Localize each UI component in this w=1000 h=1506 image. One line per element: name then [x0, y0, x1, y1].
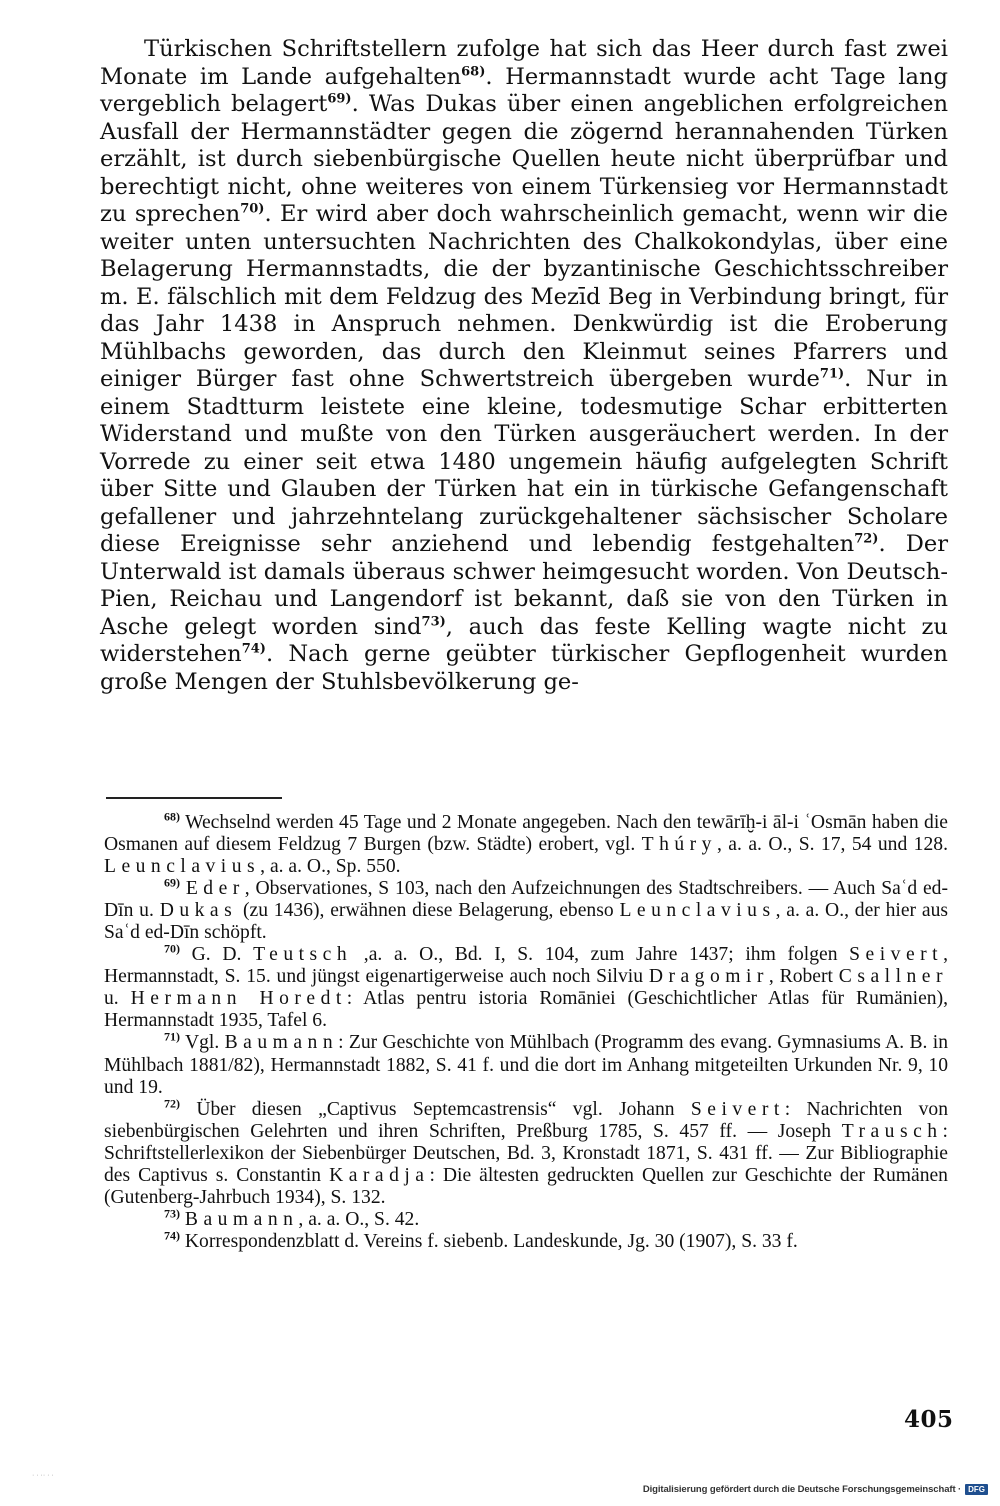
footnote-text: : Schriftstellerlexikon der Siebenbürger Deutschen, Bd. 3, Kronstadt 1871, S. 431 ff. — Zur Bibliographie des Captivus s. Constantin — [104, 1120, 948, 1186]
footnote-text: , Hermannstadt, S. 15. und jüngst eigenartigerweise auch noch Silviu — [104, 944, 948, 988]
text-segment: . Was Dukas über einen angeblichen erfolgreichen Ausfall der Hermannstädter gegen die zögernd herannahenden Türken erzählt, ist durch siebenbürgische Quellen heute nicht überprüfbar und berechtigt nicht, ohne weiteres von einem Türkensieg vor Hermannstadt zu sprechen — [100, 91, 948, 227]
footnote-73 — [104, 1206, 948, 1231]
author-name: Baumann — [224, 1032, 339, 1054]
footnote-divider — [106, 797, 282, 799]
footnote-mark: 68) — [164, 809, 180, 824]
footnote-ref: 73) — [421, 613, 446, 629]
footnote-mark: 73) — [164, 1206, 180, 1221]
text-segment: , auch das feste Kelling wagte nicht zu widerstehen — [100, 613, 948, 667]
footnote-ref: 68) — [461, 63, 486, 79]
footnote-mark: 74) — [164, 1228, 180, 1243]
author-name: Csallner — [838, 966, 948, 988]
footnote-text: : Atlas pentru istoria Romāniei (Geschichtlicher Atlas für Rumänien), Hermannstadt 1935, Tafel 6. — [104, 988, 949, 1032]
author-name: Baumann — [184, 1208, 299, 1230]
footnote-ref: 69) — [327, 91, 352, 107]
footnotes — [104, 809, 949, 1253]
text-segment: . Nach gerne geübter türkischer Gepflogenheit wurden große Mengen der Stuhlsbevölkerung ge- — [100, 641, 948, 695]
author-name: Seivert — [690, 1098, 785, 1120]
footnote-ref: 71) — [819, 366, 845, 382]
footnote-text: , a. a. O., S. 42. — [298, 1208, 420, 1230]
footnote-text: Korrespondenzblatt d. Vereins f. siebenb. Landeskunde, Jg. 30 (1907), S. 33 f. — [180, 1230, 798, 1252]
footnote-text: ,a. a. O., Bd. I, S. 104, zum Jahre 1437; ihm folgen — [352, 944, 850, 966]
footnote-text: , a. a. O., Sp. 550. — [260, 856, 401, 878]
digitization-credit — [643, 1484, 988, 1495]
footnote-text: : Nachrichten von siebenbürgischen Gelehrten und ihren Schriften, Preßburg 1785, S. 457 ff. — Joseph — [104, 1098, 948, 1142]
footnote-text: , a. a. O., der hier aus Saʿd ed-Dīn schöpft. — [104, 900, 948, 944]
scan-artifact: · · ·· · · — [32, 1472, 54, 1479]
credit-text: Digitalisierung gefördert durch die Deutsche Forschungsgemeinschaft · — [642, 1484, 962, 1495]
footnote-68 — [104, 809, 948, 878]
footnote-text: , a. a. O., S. 17, 54 und 128. — [716, 834, 948, 856]
footnote-text: : Die ältesten gedruckten Quellen zur Geschichte der Rumänen (Gutenberg-Jahrbuch 1934), S. 132. — [104, 1164, 948, 1208]
footnote-mark: 72) — [164, 1096, 180, 1111]
footnote-72 — [104, 1096, 948, 1209]
footnote-71 — [104, 1029, 949, 1098]
text-segment: . Hermannstadt wurde acht Tage lang vergeblich belagert — [100, 63, 948, 117]
footnote-ref: 70) — [240, 201, 265, 217]
author-name: Thúry — [641, 834, 717, 856]
main-text — [100, 36, 948, 696]
footnote-text: Vgl. — [180, 1032, 225, 1054]
author-name: Hermann Horedt — [130, 988, 347, 1010]
footnote-text: u. — [104, 988, 131, 1010]
footnote-text: (zu 1436), erwähnen diese Belagerung, ebenso — [237, 900, 620, 922]
author-name: Leunclavius — [104, 856, 261, 878]
footnote-text: , Robert — [768, 966, 839, 988]
author-name: Teutsch — [253, 944, 353, 966]
author-name: Eder — [185, 878, 245, 900]
text-segment: . Nur in einem Stadtturm leistete eine kleine, todesmutige Schar erbitterten Widerstand und mußte von den Türken ausgeräuchert werden. In der Vorrede zu einer seit etwa 1480 ungemein häufig aufgelegten Schrift über Sitte und Glauben der Türken hat ein in türkische Gefangenschaft gefallener und jahrzehntelang zurückgehaltener sächsischer Scholare diese Ereignisse sehr anziehend und lebendig festgehalten — [100, 366, 948, 557]
footnote-70 — [104, 941, 949, 1032]
page-number: 405 — [904, 1406, 954, 1433]
footnote-text: Über diesen „Captivus Septemcastrensis“ vgl. Johann — [180, 1098, 691, 1120]
author-name: Seivert — [849, 944, 944, 966]
footnote-text: Wechselnd werden 45 Tage und 2 Monate angegeben. Nach den tewārīḫ-i āl-i ʿOsmān haben die Osmanen auf diesem Feldzug 7 Burgen (bzw. Städte) erobert, vgl. — [104, 812, 948, 856]
footnote-mark: 70) — [164, 941, 180, 956]
footnote-74 — [104, 1228, 948, 1253]
text-segment: . Er wird aber doch wahrscheinlich gemacht, wenn wir die weiter unten untersuchten Nachrichten des Chalkokondylas, über eine Belagerung Hermannstadts, die der byzantinische Geschichtsschreiber m. E. fälschlich mit dem Feldzug des Mezīd Beg in Verbindung bringt, für das Jahr 1438 in Anspruch nehmen. Denkwürdig ist die Eroberung Mühlbachs geworden, das durch den Kleinmut seines Pfarrers und einiger Bürger fast ohne Schwertstreich übergeben wurde — [100, 201, 948, 392]
author-name: Trausch — [841, 1120, 943, 1142]
footnote-69 — [104, 875, 948, 944]
footnote-ref: 74) — [241, 641, 266, 657]
text-segment: Türkischen Schriftstellern zufolge hat sich das Heer durch fast zwei Monate im Lande aufgehalten — [100, 36, 948, 90]
footnote-text: : Zur Geschichte von Mühlbach (Programm des evang. Gymnasiums A. B. in Mühlbach 1881/82), Hermannstadt 1882, S. 41 f. und die dort im Anhang mitgeteilten Urkunden Nr. 9, 10 und 19. — [104, 1032, 949, 1098]
footnote-text: , Observationes, S 103, nach den Aufzeichnungen des Stadtschreibers. — Auch Saʿd ed-Dīn u. — [104, 878, 948, 922]
dfg-logo-icon: DFG — [965, 1484, 988, 1495]
footnote-text: G. D. — [180, 944, 254, 966]
author-name: Leunclavius — [619, 900, 776, 922]
author-name: Dragomir — [648, 966, 769, 988]
footnote-mark: 69) — [164, 875, 180, 890]
footnote-ref: 72) — [854, 531, 879, 547]
author-name: Dukas — [159, 900, 238, 922]
text-segment: . Der Unterwald ist damals überaus schwer heimgesucht worden. Von Deutsch-Pien, Reichau und Langendorf ist bekannt, daß sie von den Türken in Asche gelegt worden sind — [100, 531, 948, 640]
page-body — [100, 36, 948, 696]
author-name: Karadja — [329, 1164, 430, 1186]
footnote-mark: 71) — [164, 1029, 180, 1044]
main-paragraph — [100, 36, 948, 696]
